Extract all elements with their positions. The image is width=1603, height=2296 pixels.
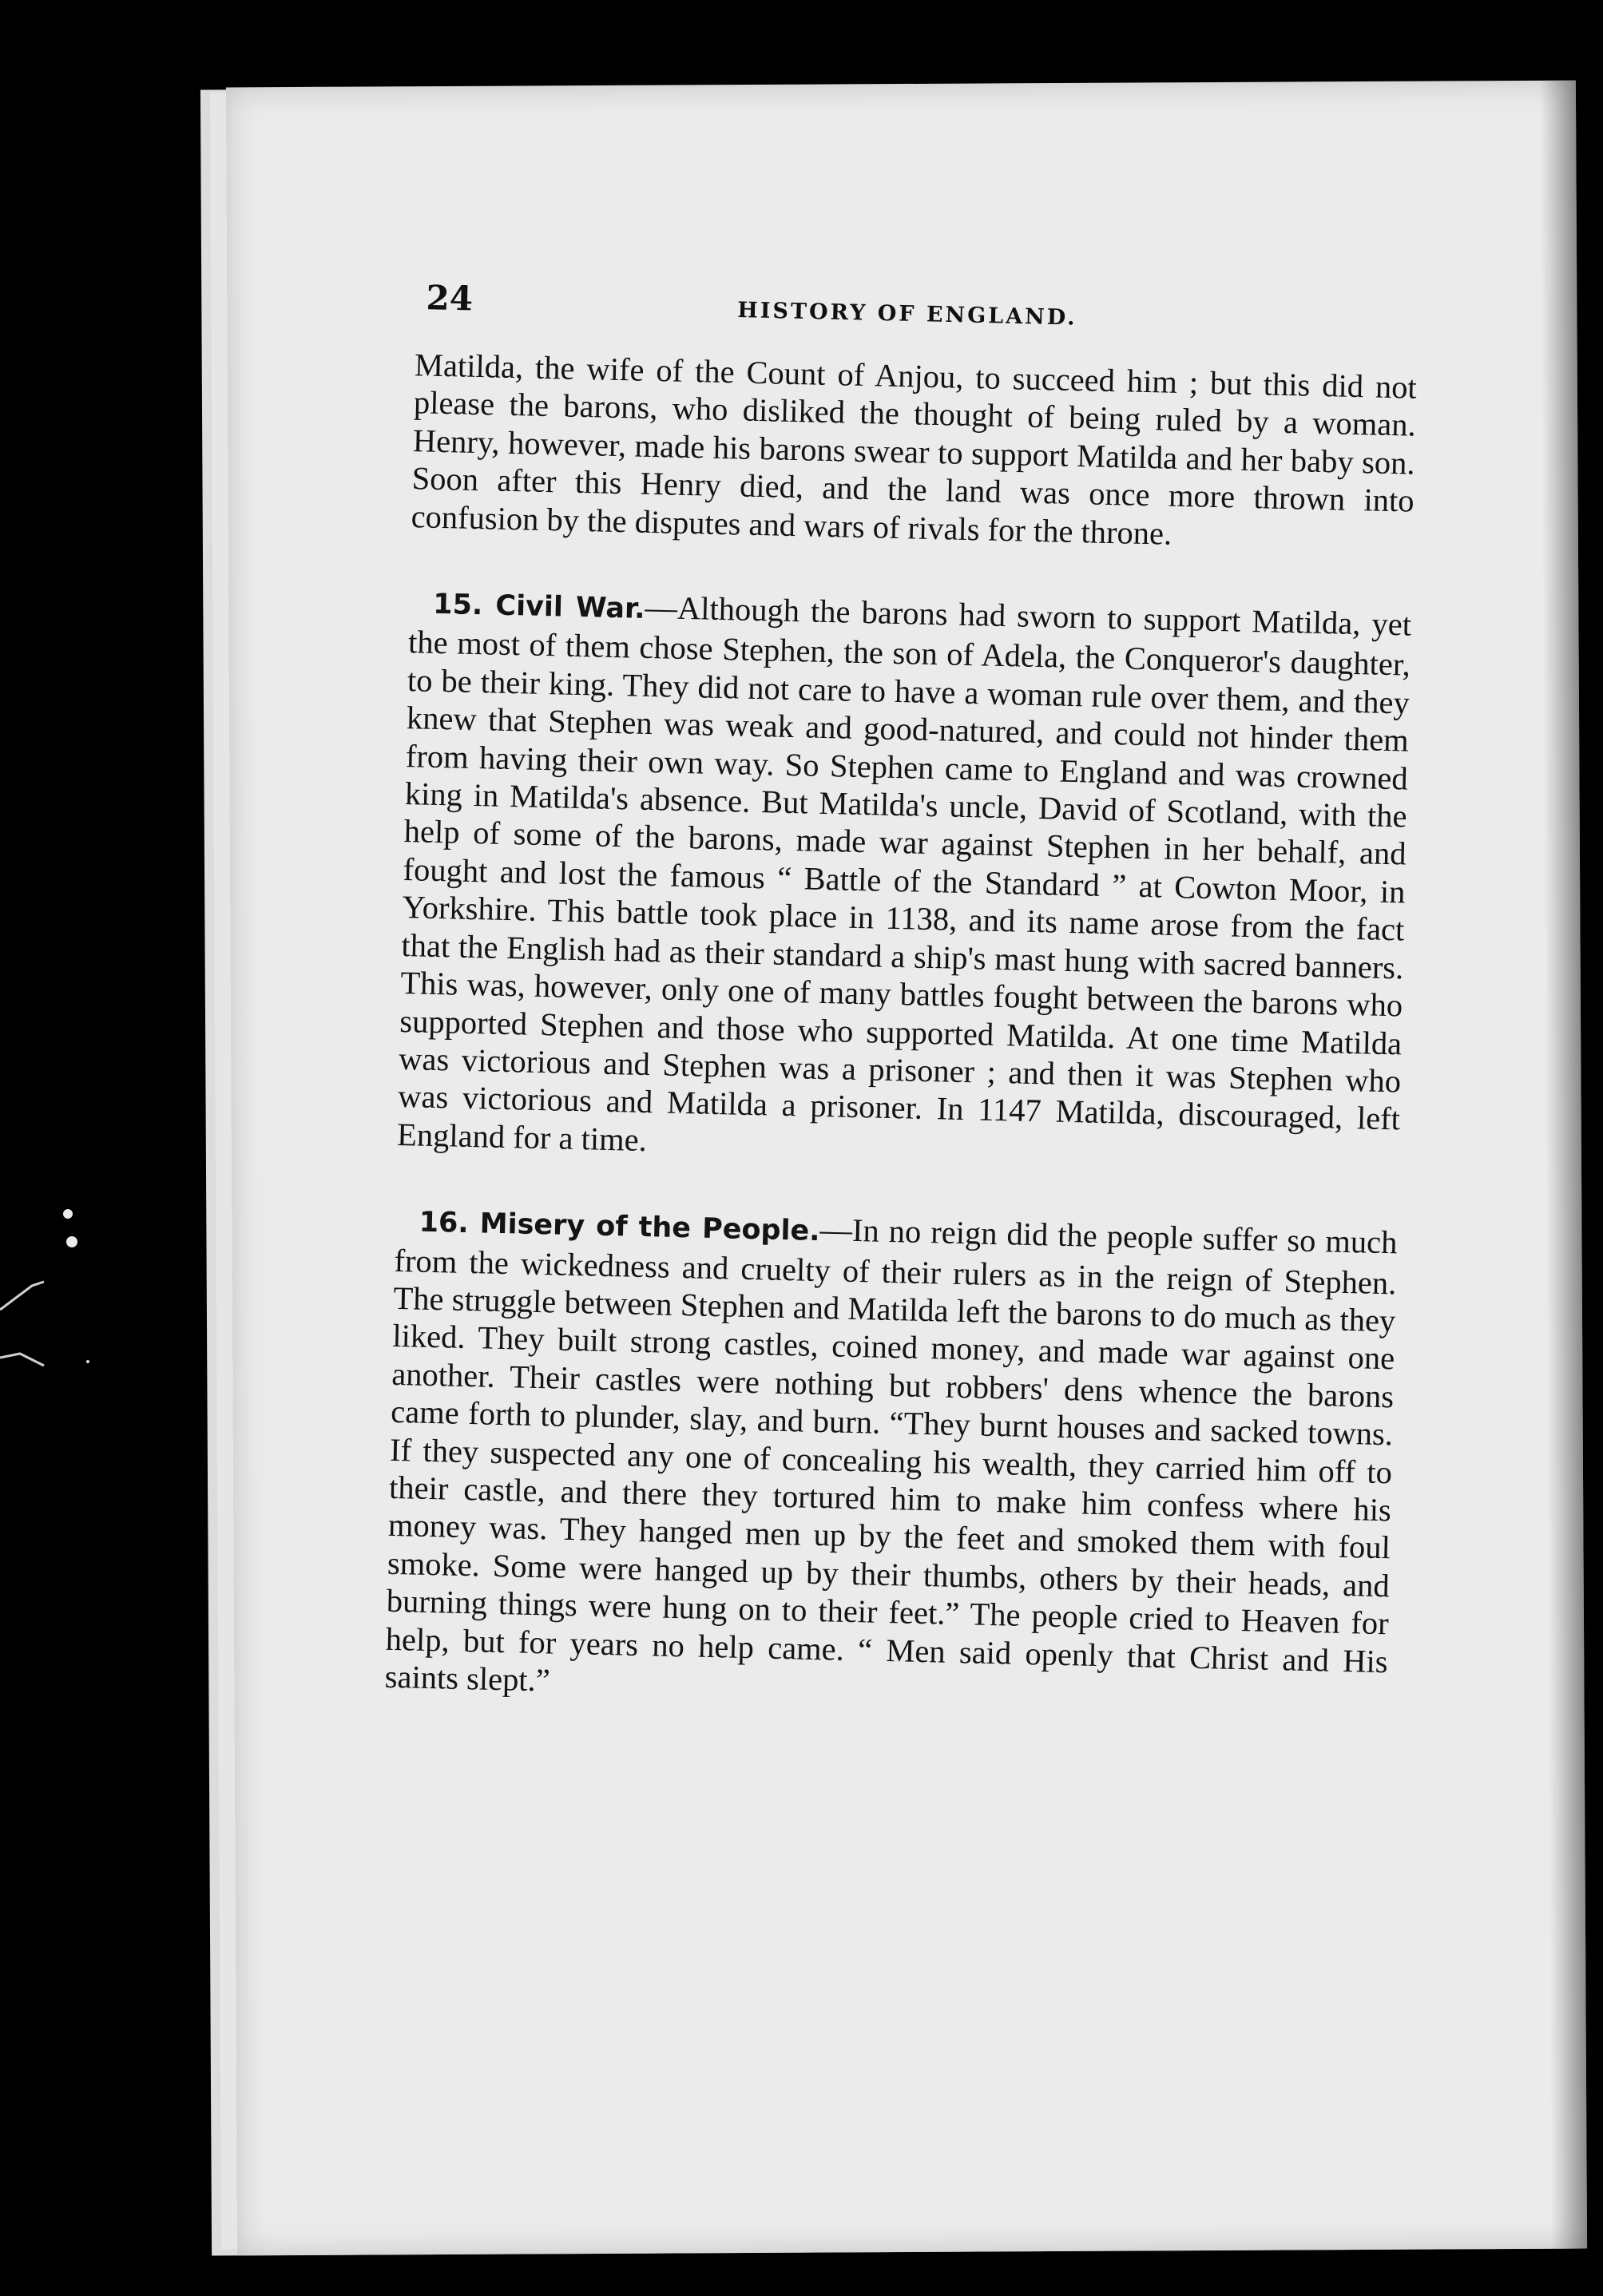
section-misery-of-the-people [384,1201,1398,1719]
page-number: 24 [426,278,474,319]
paragraph-body: —Although the barons had sworn to support Matilda, yet the most of them chose Stephen, the son of Adela, the Conqueror's daughter, to be their king. They did not care to have a woman rule over them, and they knew that Stephen was weak and good-natured, and could not hinder them from having their own way. So Stephen came to England and was crowned king in Matilda's absence. But Matilda's uncle, David of Scotland, with the help of some of the barons, made war against Stephen in her behalf, and fought and lost the famous “ Battle of the Standard ” at Cowton Moor, in Yorkshire. This battle took place in 1138, and its name arose from the fact that the English had as their standard a ship's mast hung with sacred banners. This was, however, only one of many battles fought between the barons who supported Stephen and those who supported Matilda. At one time Matilda was victorious and Stephen was a prisoner ; and then it was Stephen who was victorious and Matilda a prisoner. In 1147 Matilda, discouraged, left England for a time. [396,589,1412,1158]
scan-edge-marks [0,1198,112,1406]
page-body [383,346,1417,1766]
running-title: HISTORY OF ENGLAND. [736,297,1077,331]
section-civil-war [397,583,1412,1176]
section-heading: 15. Civil War. [432,588,645,625]
section-heading: 16. Misery of the People. [419,1206,821,1248]
paragraph-body: —In no reign did the people suffer so much from the wickedness and cruelty of their rulers as in the reign of Stephen. The struggle between Stephen and Matilda left the barons to do much as they liked. They built strong castles, coined money, and made war against one another. Their castles were nothing but robbers' dens whence the barons came forth to plunder, slay, and burn. “They burnt houses and sacked towns. If they suspected any one of concealing his wealth, they carried him off to their castle, and there they tortured him to make him confess where his money was. They hanged men up by the feet and smoked them with foul smoke. Some were hanged up by their thumbs, others by their heads, and burning things were hung on to their feet.” The people cried to Heaven for help, but for years no help came. “ Men said openly that Christ and His saints slept.” [384,1211,1398,1699]
paragraph-continuation [411,346,1417,557]
paragraph-body: Matilda, the wife of the Count of Anjou, to succeed him ; but this did not please the barons, who disliked the thought of being ruled by a woman. Henry, however, made his barons swear to support Matilda and her baby son. Soon after this Henry died, and the land was once more thrown into confusion by the disputes and wars of rivals for the throne. [411,347,1418,552]
book-page [226,81,1587,2256]
